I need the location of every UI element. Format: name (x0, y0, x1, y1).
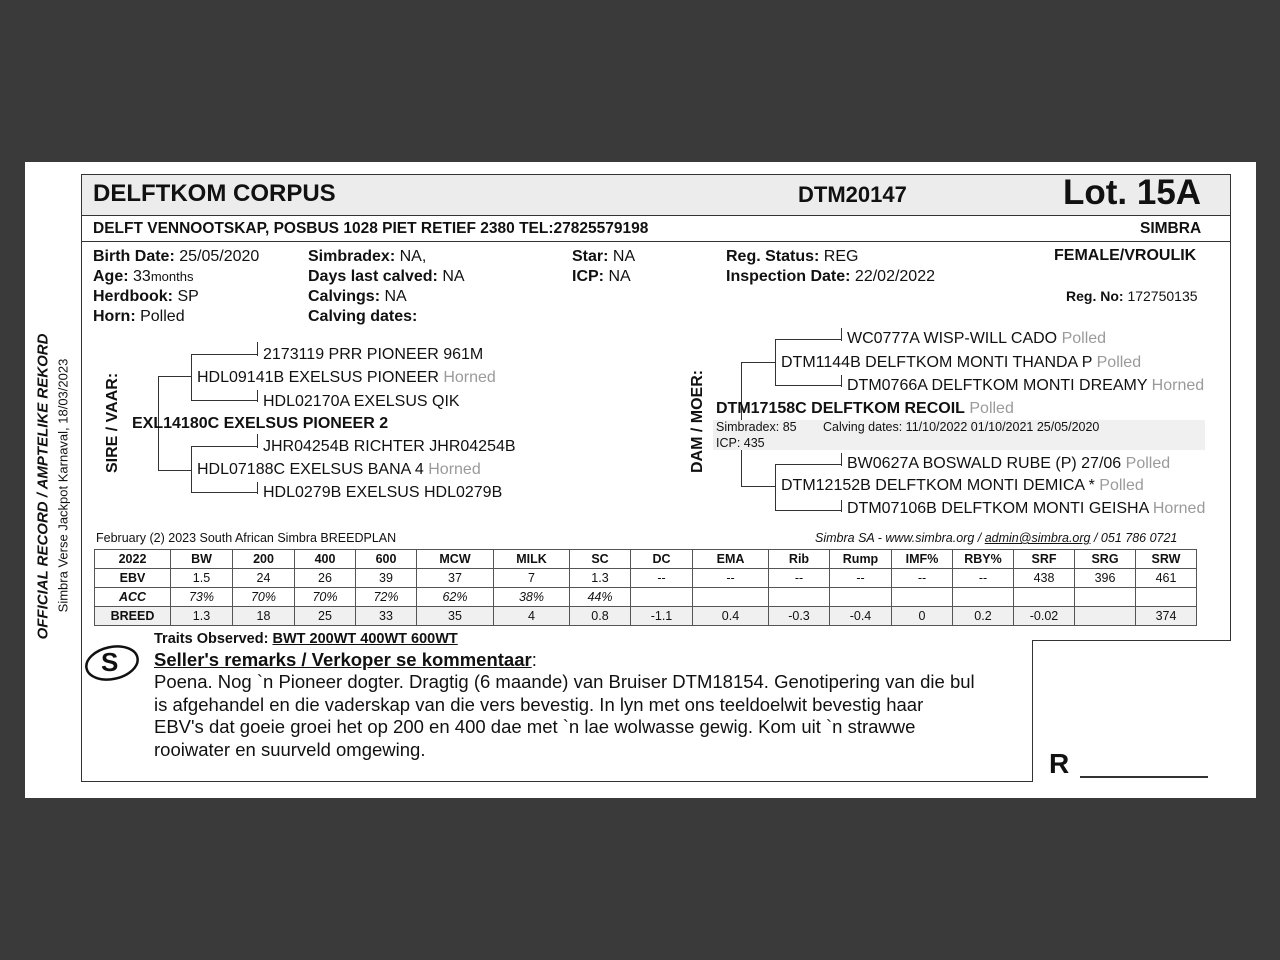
ebv-row-acc (95, 588, 1197, 607)
remarks-line: Poena. Nog `n Pioneer dogter. Dragtig (6 maande) van Bruiser DTM18154. Genotipering van die bul (154, 671, 975, 692)
dam-dam-dam-name: DTM07106B DELFTKOM MONTI GEISHA (847, 500, 1149, 517)
dd-bracket (775, 464, 776, 510)
ebv-header-cell: MCW (417, 550, 494, 569)
ebv-header-cell: MILK (494, 550, 570, 569)
ebv-cell (830, 588, 892, 607)
dam-icp: ICP: 435 (716, 436, 765, 450)
ebv-row-label: BREED (95, 607, 171, 626)
ebv-header-cell: DC (631, 550, 693, 569)
calvings-label: Calvings: (308, 288, 381, 305)
lot-number: Lot. 15A (1063, 173, 1202, 212)
sire-dam (197, 461, 481, 479)
horn-label: Horn: (93, 308, 136, 325)
ebv-cell: 4 (494, 607, 570, 626)
ebv-row-label: ACC (95, 588, 171, 607)
ebv-cell (693, 588, 769, 607)
sire-sire-dam: HDL02170A EXELSUS QIK (263, 393, 460, 410)
ddd-tick (841, 500, 842, 512)
dam-dam (781, 477, 1144, 495)
ebv-cell: 72% (356, 588, 417, 607)
ebv-cell (1075, 588, 1136, 607)
remarks-body (154, 671, 975, 761)
owner-address: DELFT VENNOOTSKAP, POSBUS 1028 PIET RETIEF 2380 TEL:27825579198 (93, 220, 649, 237)
animal-id: DTM20147 (798, 182, 907, 207)
animal-name: DELFTKOM CORPUS (93, 180, 336, 207)
dam-side-label: DAM / MOER: (689, 369, 706, 473)
sire-dam-horn: Horned (428, 461, 481, 478)
days-calved-label: Days last calved: (308, 268, 438, 285)
ds-bracket-bottom (775, 385, 841, 386)
r-label: R (1049, 748, 1070, 779)
contact-suffix: / 051 786 0721 (1090, 531, 1178, 545)
traits-value: BWT 200WT 400WT 600WT (272, 631, 458, 647)
ebv-cell: 62% (417, 588, 494, 607)
sex-label: FEMALE/VROULIK (1054, 247, 1197, 264)
ebv-cell (769, 588, 830, 607)
ebv-header-cell: 200 (233, 550, 295, 569)
days-calved-value: NA (442, 268, 465, 285)
owner-divider (82, 241, 1230, 242)
star-value: NA (612, 248, 636, 265)
ebv-cell: 33 (356, 607, 417, 626)
header-divider (82, 215, 1230, 216)
ebv-row-label: EBV (95, 569, 171, 588)
ebv-row-ebv (95, 569, 1197, 588)
inspection-value: 22/02/2022 (854, 268, 935, 285)
seller-logo (83, 643, 141, 683)
remarks-line: is afgehandel en die vaderskap van die vers bevestig. In lyn met ons teeldoelwit bevestig haar (154, 693, 924, 715)
ebv-cell: 1.5 (171, 569, 233, 588)
ds-bracket (775, 339, 776, 385)
ebv-cell: 1.3 (570, 569, 631, 588)
dam-sire (781, 354, 1141, 372)
ebv-header-cell: 2022 (95, 550, 171, 569)
birth-value: 25/05/2020 (179, 248, 260, 265)
ebv-cell: -0.02 (1014, 607, 1075, 626)
remarks-line: rooiwater en suurveld omgewing. (154, 738, 426, 760)
ebv-cell (631, 588, 693, 607)
ss-bracket-bottom (191, 400, 257, 401)
ebv-header-cell: 400 (295, 550, 356, 569)
herdbook-label: Herdbook: (93, 288, 173, 305)
ebv-cell: 396 (1075, 569, 1136, 588)
ebv-cell: 39 (356, 569, 417, 588)
dsd-tick (841, 375, 842, 387)
ebv-source: February (2) 2023 South African Simbra BREEDPLAN (96, 531, 397, 545)
dam-calving-dates: Calving dates: 11/10/2022 01/10/2021 25/05/2020 (823, 420, 1100, 434)
official-record-label: OFFICIAL RECORD / AMPTELIKE REKORD (34, 333, 52, 640)
lot-card (25, 162, 1256, 798)
dam-simbradex: Simbradex: 85 (716, 420, 797, 434)
herdbook-value: SP (177, 288, 199, 305)
remarks-title-suffix: : (531, 649, 537, 670)
dd-bracket-top (775, 464, 841, 465)
dd-bracket-bottom (775, 510, 841, 511)
ebv-cell: 461 (1136, 569, 1197, 588)
ebv-cell: -- (693, 569, 769, 588)
ebv-header-cell: IMF% (892, 550, 953, 569)
ebv-header-cell: Rib (769, 550, 830, 569)
seller-logo-letter: S (101, 647, 119, 677)
ebv-cell: 7 (494, 569, 570, 588)
ebv-header-cell: EMA (693, 550, 769, 569)
icp-value: NA (608, 268, 631, 285)
info-col-4 (726, 247, 935, 287)
dds-tick (841, 453, 842, 466)
ebv-cell (892, 588, 953, 607)
ebv-cell: 374 (1136, 607, 1197, 626)
dam-sire-horn: Polled (1096, 354, 1142, 371)
ebv-cell: -- (892, 569, 953, 588)
dam-horn: Polled (969, 400, 1014, 417)
dam-dam-dam-horn: Horned (1152, 500, 1206, 517)
ebv-header-cell: BW (171, 550, 233, 569)
regno-value: 172750135 (1127, 288, 1198, 304)
ebv-cell: 0.4 (693, 607, 769, 626)
ebv-header-cell: RBY% (953, 550, 1014, 569)
ebv-header-cell: 600 (356, 550, 417, 569)
ebv-cell: 70% (233, 588, 295, 607)
ebv-header-row (95, 550, 1197, 569)
ebv-cell: 0 (892, 607, 953, 626)
ebv-cell: -0.4 (830, 607, 892, 626)
ebv-cell: 438 (1014, 569, 1075, 588)
inspection-label: Inspection Date: (726, 268, 851, 285)
ssd-tick (257, 390, 258, 402)
sd-bracket-bottom (191, 492, 257, 493)
ebv-cell: 26 (295, 569, 356, 588)
ebv-header-cell: SRF (1014, 550, 1075, 569)
breed-label: SIMBRA (1140, 220, 1202, 237)
sire-dam-dam: HDL0279B EXELSUS HDL0279B (263, 484, 503, 501)
remarks-title (154, 649, 537, 671)
r-signature-line[interactable] (1080, 776, 1208, 778)
ebv-cell: 0.8 (570, 607, 631, 626)
ebv-header-cell: SC (570, 550, 631, 569)
ebv-cell: -0.3 (769, 607, 830, 626)
age-unit: months (150, 269, 194, 284)
dam-bracket-top (741, 362, 775, 363)
ebv-row-breed (95, 607, 1197, 626)
ebv-cell: 70% (295, 588, 356, 607)
reg-status-value: REG (823, 248, 859, 265)
sire-bracket-bottom (158, 470, 192, 471)
sdd-tick (257, 482, 258, 494)
regno-label: Reg. No: (1066, 288, 1124, 304)
dam-dam-dam (847, 500, 1205, 518)
ebv-cell: -- (953, 569, 1014, 588)
dam-dam-name: DTM12152B DELFTKOM MONTI DEMICA * (781, 477, 1095, 494)
ss-bracket-top (191, 354, 257, 355)
contact-email[interactable]: admin@simbra.org (984, 531, 1091, 545)
signature-box-left (1032, 640, 1033, 782)
dss-tick (841, 328, 842, 341)
age-label: Age: (93, 268, 129, 285)
sire-dam-sire: JHR04254B RICHTER JHR04254B (263, 438, 516, 455)
age-value: 33 (133, 268, 151, 285)
sire-dam-name: HDL07188C EXELSUS BANA 4 (197, 461, 424, 478)
ebv-cell: 18 (233, 607, 295, 626)
ebv-cell: -- (769, 569, 830, 588)
sire-sire-sire: 2173119 PRR PIONEER 961M (263, 346, 484, 363)
dam-sire-dam-horn: Horned (1151, 377, 1205, 394)
remarks-title-text: Seller's remarks / Verkoper se kommentaar (154, 649, 532, 670)
ebv-cell: 25 (295, 607, 356, 626)
dam-bracket-bottom (741, 486, 775, 487)
ebv-cell: 35 (417, 607, 494, 626)
info-col-2 (308, 247, 465, 327)
ss-bracket (191, 354, 192, 400)
dam-dam-sire-horn: Polled (1125, 455, 1171, 472)
ebv-header-cell: Rump (830, 550, 892, 569)
signature-box-top (1032, 640, 1231, 641)
dam-sire-dam-name: DTM0766A DELFTKOM MONTI DREAMY (847, 377, 1148, 394)
dam-sire-sire (847, 330, 1106, 348)
icp-label: ICP: (572, 268, 604, 285)
ebv-cell: -- (830, 569, 892, 588)
dam-sire-sire-name: WC0777A WISP-WILL CADO (847, 330, 1058, 347)
simbradex-label: Simbradex: (308, 248, 396, 265)
ebv-header-cell: SRG (1075, 550, 1136, 569)
ebv-cell: 1.3 (171, 607, 233, 626)
sd-bracket (191, 446, 192, 492)
ebv-cell: -1.1 (631, 607, 693, 626)
remarks-line: EBV's dat goeie groei het op 200 en 400 dae met `n lae wolwasse gewig. Kom uit `n strawwe (154, 716, 916, 737)
sire-sire-name: HDL09141B EXELSUS PIONEER (197, 369, 439, 386)
event-label: Simbra Verse Jackpot Karnaval, 18/03/2023 (55, 358, 71, 613)
dam-name (716, 400, 1014, 418)
sire-sire (197, 369, 496, 387)
ebv-cell: 38% (494, 588, 570, 607)
reg-no (1066, 288, 1198, 304)
dam-dam-horn: Polled (1099, 477, 1144, 494)
contact-prefix: Simbra SA - www.simbra.org / (815, 531, 985, 545)
ebv-contact (815, 531, 1177, 545)
ebv-cell (1075, 607, 1136, 626)
dam-sire-name: DTM1144B DELFTKOM MONTI THANDA P (781, 354, 1093, 371)
birth-label: Birth Date: (93, 248, 175, 265)
ebv-cell: -- (631, 569, 693, 588)
sds-tick (257, 434, 258, 448)
sire-bracket-top (158, 376, 192, 377)
ebv-cell (953, 588, 1014, 607)
ebv-cell: 37 (417, 569, 494, 588)
simbradex-value: NA, (399, 248, 427, 265)
ebv-cell (1014, 588, 1075, 607)
sire-name: EXL14180C EXELSUS PIONEER 2 (132, 415, 389, 432)
dam-dam-sire-name: BW0627A BOSWALD RUBE (P) 27/06 (847, 455, 1122, 472)
traits-label: Traits Observed: (154, 631, 269, 647)
star-label: Star: (572, 248, 609, 265)
dam-sire-sire-horn: Polled (1061, 330, 1107, 347)
ebv-cell: 0.2 (953, 607, 1014, 626)
info-col-3 (572, 247, 635, 287)
dam-name-text: DTM17158C DELFTKOM RECOIL (716, 400, 965, 417)
ebv-cell: 73% (171, 588, 233, 607)
info-col-1 (93, 247, 259, 327)
ebv-cell: 24 (233, 569, 295, 588)
ebv-cell (1136, 588, 1197, 607)
sd-bracket-top (191, 446, 257, 447)
reg-status-label: Reg. Status: (726, 248, 820, 265)
sss-tick (257, 342, 258, 356)
traits-observed (154, 631, 458, 647)
calvings-value: NA (384, 288, 407, 305)
calving-dates-label: Calving dates: (308, 308, 418, 325)
sire-side-label: SIRE / VAAR: (104, 372, 121, 473)
ebv-header-cell: SRW (1136, 550, 1197, 569)
sire-sire-horn: Horned (443, 369, 496, 386)
ebv-table (94, 549, 1197, 626)
dam-dam-sire (847, 455, 1170, 473)
horn-value: Polled (140, 308, 185, 325)
dam-sire-dam (847, 377, 1204, 395)
ds-bracket-top (775, 339, 841, 340)
ebv-cell: 44% (570, 588, 631, 607)
